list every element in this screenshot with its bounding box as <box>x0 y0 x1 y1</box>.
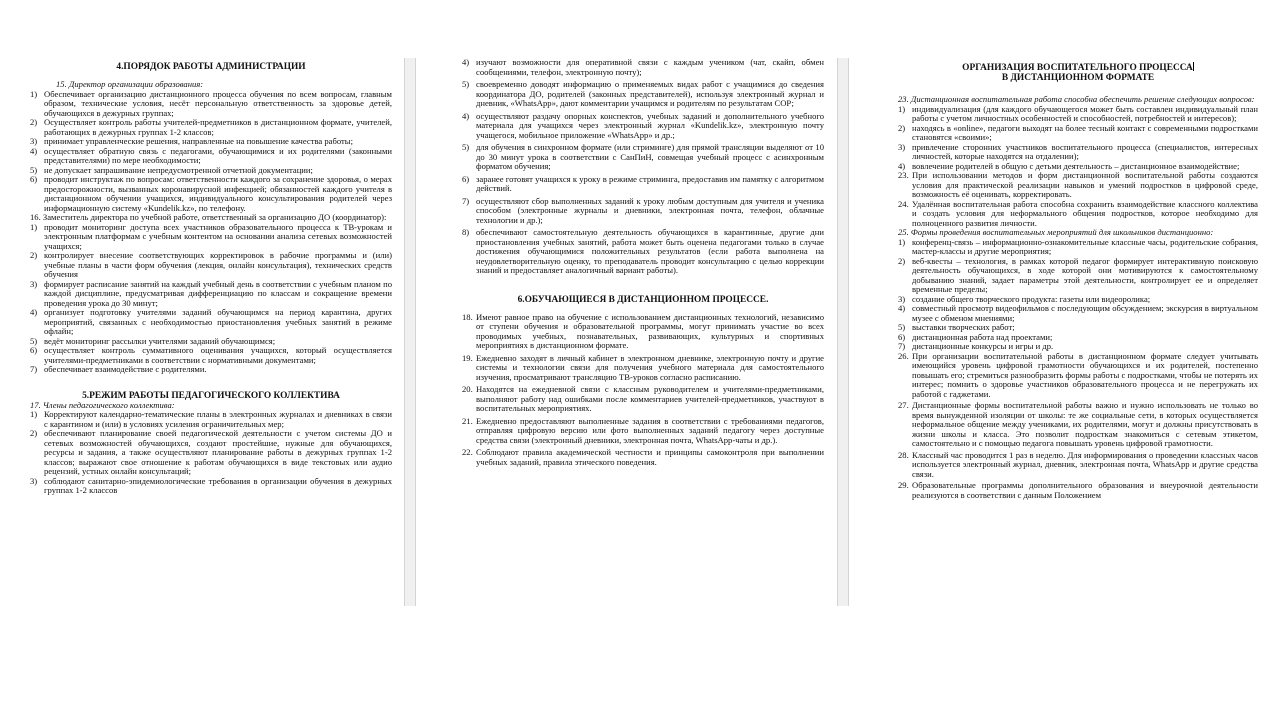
list-item <box>462 354 824 383</box>
list-15 <box>30 90 392 214</box>
list-item-number: 7) <box>30 364 38 374</box>
text-cursor <box>1193 62 1194 71</box>
list-item-text: Корректируют календарно-тематические планы в электронных журналах и дневниках в связи с карантином и (или) в условиях усиления ограничительных мер; <box>44 409 392 429</box>
list-item-number: 3) <box>30 278 38 289</box>
subheading-25: 25. Формы проведения воспитательных мероприятий для школьников дистанционно: <box>898 227 1214 237</box>
list-item-number: 1) <box>30 221 38 232</box>
list-item-text: конференц-связь – информационно-ознакомительные классные часы, родительские собрания, мастер-классы и другие мероприятия; <box>912 236 1258 256</box>
list-item-text: осуществляют раздачу опорных конспектов, учебных заданий и дополнительного учебного материала для учащихся через электронный журнал «Kundelik.kz», электронную почту учащегося, мобильное приложение «WhatsApp» и др.; <box>476 110 824 140</box>
list-item <box>30 175 392 213</box>
list-item-number: 19. <box>462 352 473 363</box>
list-item-text: привлечение сторонних участников воспитательного процесса (специалистов, интересных личностей, которые находятся на отдалении); <box>912 141 1258 161</box>
list-item <box>462 175 824 194</box>
list-item-number: 7) <box>462 195 470 206</box>
list-item <box>898 401 1258 449</box>
list-item <box>462 228 824 276</box>
list-item-number: 3) <box>30 475 38 486</box>
list-item-text: осуществляет контроль суммативного оценивания учащихся, который осуществляется учителями-предметниками в соответствии с нормативными документами; <box>44 345 392 365</box>
list-item-number: 5) <box>462 142 470 152</box>
list-item-number: 3) <box>898 141 906 152</box>
list-item-text: осуществляет обратную связь с педагогами, обучающимися и их родителями (законными представителями) по мере необходимости; <box>44 145 392 165</box>
list-item-text: Ежедневно заходят в личный кабинет в электронном дневнике, электронную почту и другие системы и технологии связи для получения учебного материала для самостоятельного изучения, просматривают трансляцию ТВ-уроков согласно расписанию. <box>476 352 824 382</box>
list-item-number: 4) <box>30 145 38 156</box>
list-item-number: 2) <box>898 122 906 133</box>
list-item-text: обеспечивают планирование своей педагогической деятельности с учетом системы ДО и сетевых возможностей обучающихся, создают простейшие, нужные для обучающихся, ресурсы и задания, а также осуществляют планирование работы в дежурных группах 1-2 классов; выражают свое отношение к работам обучающихся в виде текстовых или аудио рецензий, устных онлайн консультаций; <box>44 428 392 476</box>
list-item-number: 3) <box>30 136 38 146</box>
list-item-number: 4) <box>898 160 906 171</box>
list-item-text: вовлечение родителей в общую с детьми деятельность – дистанционное взаимодействие; <box>912 160 1240 171</box>
subheading-15: 15. Директор организации образования: <box>56 79 204 89</box>
list-item <box>898 481 1258 500</box>
list-item-number: 7) <box>898 341 906 351</box>
list-item-text: принимает управленческие решения, направленные на повышение качества работы; <box>44 136 353 146</box>
list-item-text: Ежедневно предоставляют выполненные задания в соответствии с требованиями педагогов, отправляя цифровую версию или фото выполненных заданий педагогу через доступные средства связи (электронный дневники, электронная почта, WhatsApp-чаты и др.). <box>476 415 824 445</box>
list-item-number: 28. <box>898 449 909 460</box>
list-item <box>462 385 824 414</box>
list-item <box>462 112 824 141</box>
list-item <box>30 147 392 166</box>
list-26-29 <box>898 352 1258 501</box>
list-item-text: выставки творческих работ; <box>912 322 1015 332</box>
section-heading-upbringing: ОРГАНИЗАЦИЯ ВОСПИТАТЕЛЬНОГО ПРОЦЕССА <box>962 63 1193 73</box>
list-item-number: 20. <box>462 384 473 394</box>
list-item <box>462 197 824 226</box>
list-23 <box>898 105 1258 172</box>
list-item-text: заранее готовят учащихся к уроку в режиме стриминга, предоставив им памятку с алгоритмом действий. <box>476 173 824 193</box>
list-item-text: обеспечивает взаимодействие с родителями. <box>44 364 207 374</box>
list-item-number: 23. <box>898 170 909 180</box>
list-item-text: соблюдают санитарно-эпидемиологические требования в организации обучения в дежурных группах 1-2 классов <box>44 475 392 495</box>
list-item-number: 2) <box>898 255 906 266</box>
list-item <box>898 451 1258 480</box>
subheading-17: 17. Члены педагогического коллектива: <box>30 399 175 410</box>
list-17 <box>30 410 392 496</box>
list-item <box>898 352 1258 400</box>
list-item-number: 5) <box>462 79 470 89</box>
list-item <box>898 124 1258 143</box>
list-item <box>462 313 824 351</box>
list-item-number: 1) <box>898 236 906 247</box>
list-item <box>462 58 824 77</box>
list-item <box>30 251 392 280</box>
list-item-number: 2) <box>30 428 38 438</box>
list-item-number: 18. <box>462 311 473 322</box>
list-item <box>898 105 1258 124</box>
list-item-text: Удалённая воспитательная работа способна сохранить взаимодействие классного коллектива и создать условия для неформального общения подростков, которое необходимо для полноценного развития личности. <box>912 198 1258 228</box>
list-item-text: ведёт мониторинг рассылки учителями заданий обучающимся; <box>44 335 276 346</box>
list-item-number: 4) <box>462 110 470 121</box>
list-item-text: осуществляют сбор выполненных заданий к уроку любым доступным для учителя и ученика способом (электронные журналы и дневники, электронная почта, телефон, облачные технологии и др.); <box>476 195 824 225</box>
list-item <box>30 308 392 337</box>
subheading-16: 16. Заместитель директора по учебной работе, ответственный за организацию ДО (координатор): <box>30 212 387 222</box>
section-heading-4: 4.ПОРЯДОК РАБОТЫ АДМИНИСТРАЦИИ <box>116 62 306 72</box>
list-item-text: Классный час проводится 1 раз в неделю. Для информирования о проведении классных часов используется электронный журнал, дневник, электронная почта, WhatsApp и другие средства связи. <box>912 449 1258 479</box>
list-item-number: 21. <box>462 415 473 426</box>
list-item-number: 26. <box>898 350 909 361</box>
list-item-text: При использовании методов и форм дистанционной воспитательной работы создаются условия для практической реализации навыков и умений подростков в цифровой среде, возможность её оценивать, корректировать. <box>912 170 1258 199</box>
list-item-text: индивидуализация (для каждого обучающегося может быть составлен индивидуальный план работы с учетом личностных особенностей и способностей, потребностей и интересов); <box>912 103 1258 123</box>
list-item-number: 5) <box>30 335 38 346</box>
list-item <box>898 238 1258 257</box>
list-item-number: 24. <box>898 198 909 209</box>
list-item-text: дистанционные конкурсы и игры и др. <box>912 341 1054 351</box>
list-item-text: своевременно доводят информацию о применяемых видах работ с учащимися до сведения координатора ДО, родителей (законных представителей), используя электронный журнал и дневник, «WhatsApp», дают комментарии учащимся и родителям по результатам СОР; <box>476 79 824 108</box>
list-item-number: 6) <box>30 174 38 184</box>
list-item-number: 3) <box>898 293 906 304</box>
list-item-text: находясь в «online», педагоги выходят на более тесный контакт с современными подростками становятся «своими»; <box>912 122 1258 142</box>
list-23-24 <box>898 171 1258 228</box>
list-item-text: При организации воспитательной работы в дистанционном формате следует учитывать имеющийся уровень цифровой грамотности обучающихся и их родителей, постепенно повышать его; стремиться разнообразить формы работы с подростками, чтобы не потерять их интерес; помнить о здоровье участников образовательного процесса и не перегружать их работой с гаджетами. <box>912 350 1258 399</box>
list-item <box>30 346 392 365</box>
list-item <box>898 200 1258 229</box>
list-item-text: не допускает запрашивание непредусмотренной отчетной документации; <box>44 164 313 175</box>
list-item-number: 6) <box>30 345 38 355</box>
list-item-number: 1) <box>898 103 906 114</box>
list-item <box>30 280 392 309</box>
list-item-number: 5) <box>30 164 38 175</box>
list-item-text: Дистанционные формы воспитательной работы важно и нужно использовать не только во время вынужденной изоляции от школы: те же социальные сети, в которых осуществляется неформальное общение между учениками, их родителями, могут и должны присутствовать в жизни школы и класса. Это позволит подросткам знакомиться с сетевым этикетом, самостоятельно и с помощью педагога повышать уровень цифровой грамотности. <box>912 400 1258 448</box>
list-item-text: Образовательные программы дополнительного образования и внеурочной деятельности реализуются в соответствии с данным Положением <box>912 480 1258 500</box>
list-item-text: создание общего творческого продукта: газеты или видеоролика; <box>912 293 1151 304</box>
list-item-number: 27. <box>898 400 909 410</box>
list-item-number: 6) <box>898 331 906 342</box>
list-students <box>462 313 824 468</box>
section-heading-upbringing-2: В ДИСТАНЦИОННОМ ФОРМАТЕ <box>1001 73 1155 83</box>
list-item <box>462 80 824 109</box>
list-item <box>30 410 392 429</box>
list-item-text: проводит мониторинг доступа всех участников образовательного процесса к ТВ-урокам и электронным платформам с учебным контентом на основании анализа сетевых возможностей учащихся; <box>44 221 392 251</box>
list-item <box>462 143 824 172</box>
list-item-text: для обучения в синхронном формате (или стриминге) для прямой трансляции выделяют от 10 до 30 минут урока в соответствии с СанПиН, совмещая учебный процесс с асинхронным форматом обучения; <box>476 142 824 171</box>
section-heading-5: 5.РЕЖИМ РАБОТЫ ПЕДАГОГИЧЕСКОГО КОЛЛЕКТИВА <box>82 390 340 401</box>
list-item <box>30 429 392 477</box>
list-item-number: 4) <box>462 58 470 67</box>
list-item <box>462 417 824 446</box>
list-item <box>462 448 824 467</box>
list-item-number: 6) <box>462 173 470 184</box>
list-item-number: 4) <box>30 307 38 317</box>
list-item-text: дистанционная работа над проектами; <box>912 331 1053 342</box>
list-item <box>898 143 1258 162</box>
list-item-text: Обеспечивает организацию дистанционного процесса обучения по всем вопросам, главным образом, технические условия, несёт персональную ответственность за здоровье детей, обучающихся в дежурных группах; <box>44 88 392 118</box>
list-item <box>898 171 1258 200</box>
list-item-number: 8) <box>462 227 470 237</box>
section-heading-6: 6.ОБУЧАЮЩИЕСЯ В ДИСТАНЦИОННОМ ПРОЦЕССЕ. <box>517 294 769 305</box>
list-item-text: формирует расписание занятий на каждый учебный день в соответствии с учебным планом по каждой дисциплине, предусматривая дифференциацию по классам и сокращение времени проведения урока до 30 минут; <box>44 278 392 308</box>
list-item-number: 4) <box>898 303 906 313</box>
list-item <box>898 257 1258 295</box>
list-item-text: контролирует внесение соответствующих корректировок в рабочие программы и (или) учебные планы в части форм обучения (лекция, онлайн консультация), технических средств обучения <box>44 250 392 279</box>
list-item-number: 29. <box>898 480 909 490</box>
document-page-3 <box>898 58 1258 606</box>
list-item <box>30 477 392 496</box>
list-item <box>30 223 392 252</box>
list-item <box>30 90 392 119</box>
list-item-number: 2) <box>30 117 38 127</box>
list-16 <box>30 223 392 375</box>
list-item <box>30 365 392 375</box>
list-item-text: Имеют равное право на обучение с использованием дистанционных технологий, независимо от ступени обучения и образовательной программы, могут принимать участие во всех проводимых учебных, познавательных, развивающих, культурных и спортивных мероприятиях в дистанционном формате. <box>476 311 824 350</box>
list-item-text: организует подготовку учителями заданий обучающимся на период карантина, других мероприятий, связанных с необходимостью приостановления учебных занятий в режиме офлайн; <box>44 307 392 336</box>
list-item-text: Осуществляет контроль работы учителей-предметников в дистанционном формате, учителей, работающих в дежурных группах 1-2 классов; <box>44 117 392 137</box>
document-page-1 <box>30 58 392 606</box>
list-item-number: 22. <box>462 447 473 457</box>
subheading-23: 23. Дистанционная воспитательная работа способна обеспечить решение следующих вопросов: <box>898 94 1255 104</box>
list-item-number: 5) <box>898 322 906 332</box>
document-page-2 <box>462 58 824 606</box>
page-gutter-left <box>404 58 416 606</box>
list-item-text: изучают возможности для оперативной связи с каждым учеником (чат, скайп, обмен сообщениями, телефон, электронную почту); <box>476 58 824 77</box>
list-25 <box>898 238 1258 352</box>
list-item-text: Находятся на ежедневной связи с классным руководителем и учителями-предметниками, выполняют работу над ошибками после комментариев учителей-предметников, участвуют в воспитательных мероприятиях. <box>476 384 824 413</box>
list-item-number: 1) <box>30 88 38 99</box>
page-gutter-right <box>837 58 849 606</box>
list-item-text: веб-квесты – технология, в рамках которой педагог формирует интерактивную поисковую деятельность обучающихся, в ходе которой они мотивируются к самостоятельному добыванию знаний, задает параметры этой деятельности, контролирует ее и определяет временные пределы; <box>912 255 1258 294</box>
list-item-number: 1) <box>30 409 38 419</box>
list-item <box>898 304 1258 323</box>
list-item-number: 2) <box>30 250 38 260</box>
list-item-text: Соблюдают правила академической честности и принципы самоконтроля при выполнении учебных заданий, правила этического поведения. <box>476 447 824 467</box>
list-teachers-cont <box>462 58 824 276</box>
list-item-text: обеспечивают самостоятельную деятельность обучающихся в карантинные, другие дни приостановления учебных занятий, работа может быть оценена педагогами только в случае достижения обучающимися положительных результатов (если работа выполнена на неудовлетворительную оценку, то преподаватель проводит консультацию с целью коррекции знаний и предоставляет аналогичный вариант работы). <box>476 227 824 275</box>
list-item <box>30 118 392 137</box>
list-item-text: проводит инструктаж по вопросам: ответственности каждого за сохранение здоровья, о мерах предосторожности, вызванных коронавирусной инфекцией; обязанностей каждого учителя в дистанционном обучении учащихся, индивидуального консультирования родителей через информационную систему «Kundelik.kz», по телефону. <box>44 174 392 213</box>
list-item-text: совместный просмотр видеофильмов с последующим обсуждением; экскурсия в виртуальном музее с обменом мнениями; <box>912 303 1258 323</box>
